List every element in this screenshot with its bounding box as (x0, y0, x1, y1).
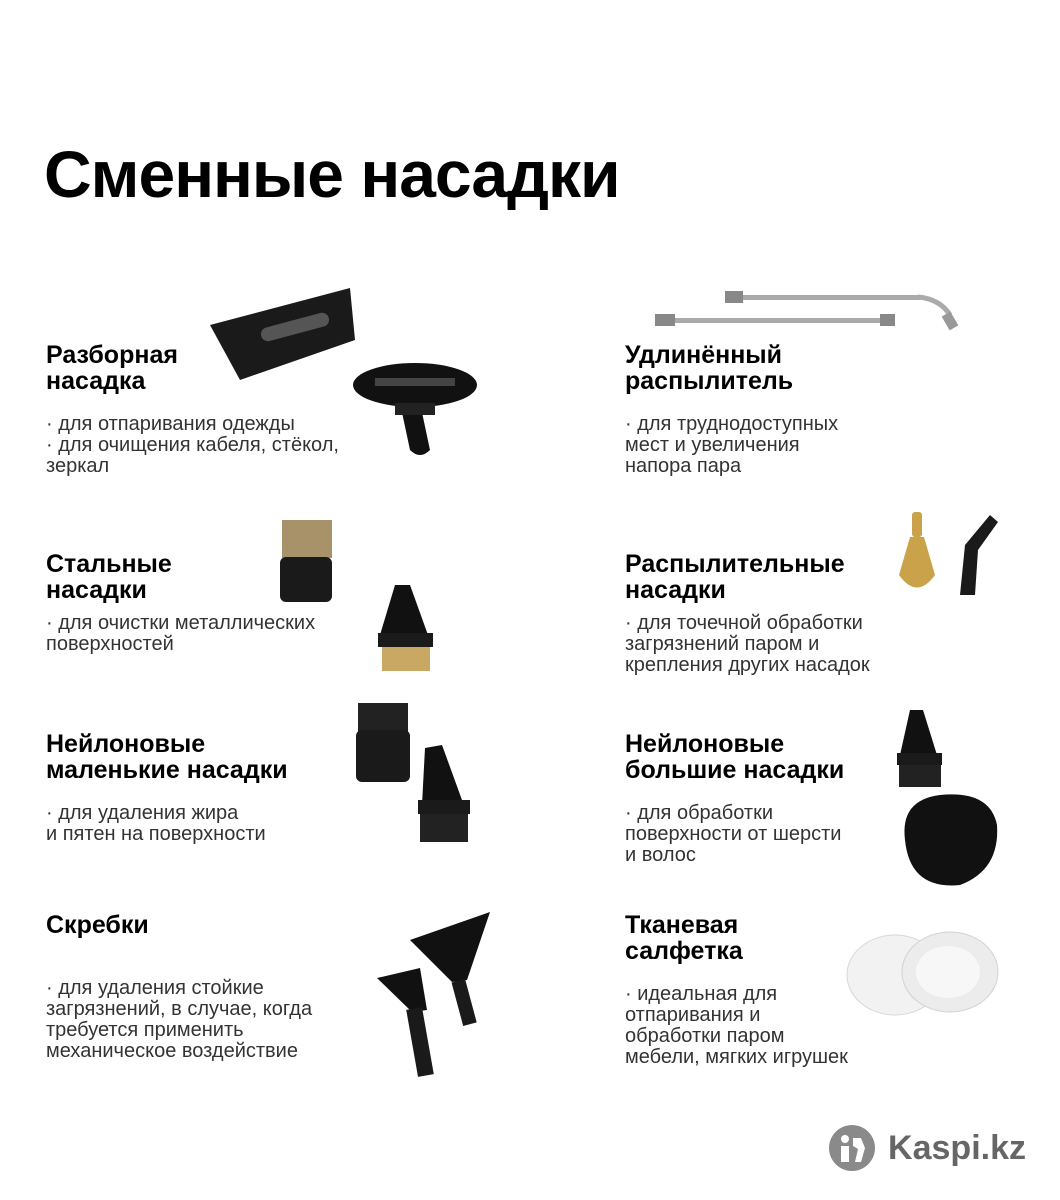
item-description: · для точечной обработки загрязнений паром и крепления других насадок (625, 612, 870, 676)
item-title: Стальные насадки (46, 550, 172, 604)
item-description: · для обработки поверхности от шерсти и волос (625, 802, 842, 866)
item-title: Распылительные насадки (625, 550, 845, 604)
steel-brush-icon (270, 515, 445, 680)
item-description: · для отпаривания одежды · для очищения кабеля, стёкол, зеркал (46, 413, 339, 477)
item-title: Разборная насадка (46, 341, 178, 395)
item-extended-sprayer (625, 342, 1005, 477)
large-nylon-brush-icon (895, 705, 1005, 890)
spray-nozzle-icon (890, 510, 1005, 600)
detachable-nozzle-icon (205, 285, 480, 465)
item-description: · идеальная для отпаривания и обработки паром мебели, мягких игрушек (625, 983, 848, 1068)
cloth-pad-icon (840, 920, 1005, 1020)
item-scraper (46, 912, 426, 1062)
item-description: · для удаления стойкие загрязнений, в случае, когда требуется применить механическое воздействие (46, 977, 313, 1062)
extended-sprayer-icon (650, 285, 980, 345)
kaspi-icon (828, 1124, 876, 1172)
item-description: · для очистки металлических поверхностей (46, 612, 316, 655)
item-title: Скребки (46, 911, 149, 939)
scraper-icon (372, 900, 502, 1080)
small-nylon-brush-icon (350, 700, 485, 855)
item-title: Нейлоновые большие насадки (625, 730, 845, 784)
item-title: Тканевая салфетка (625, 911, 743, 965)
kaspi-logo (828, 1124, 1026, 1172)
item-title: Удлинённый распылитель (625, 341, 794, 395)
item-description: · для удаления жира и пятен на поверхности (46, 802, 266, 845)
logo-text: Kaspi.kz (888, 1128, 1026, 1167)
item-description: · для труднодоступных мест и увеличения напора пара (625, 413, 839, 477)
item-title: Нейлоновые маленькие насадки (46, 730, 288, 784)
page-title: Сменные насадки (44, 137, 620, 211)
